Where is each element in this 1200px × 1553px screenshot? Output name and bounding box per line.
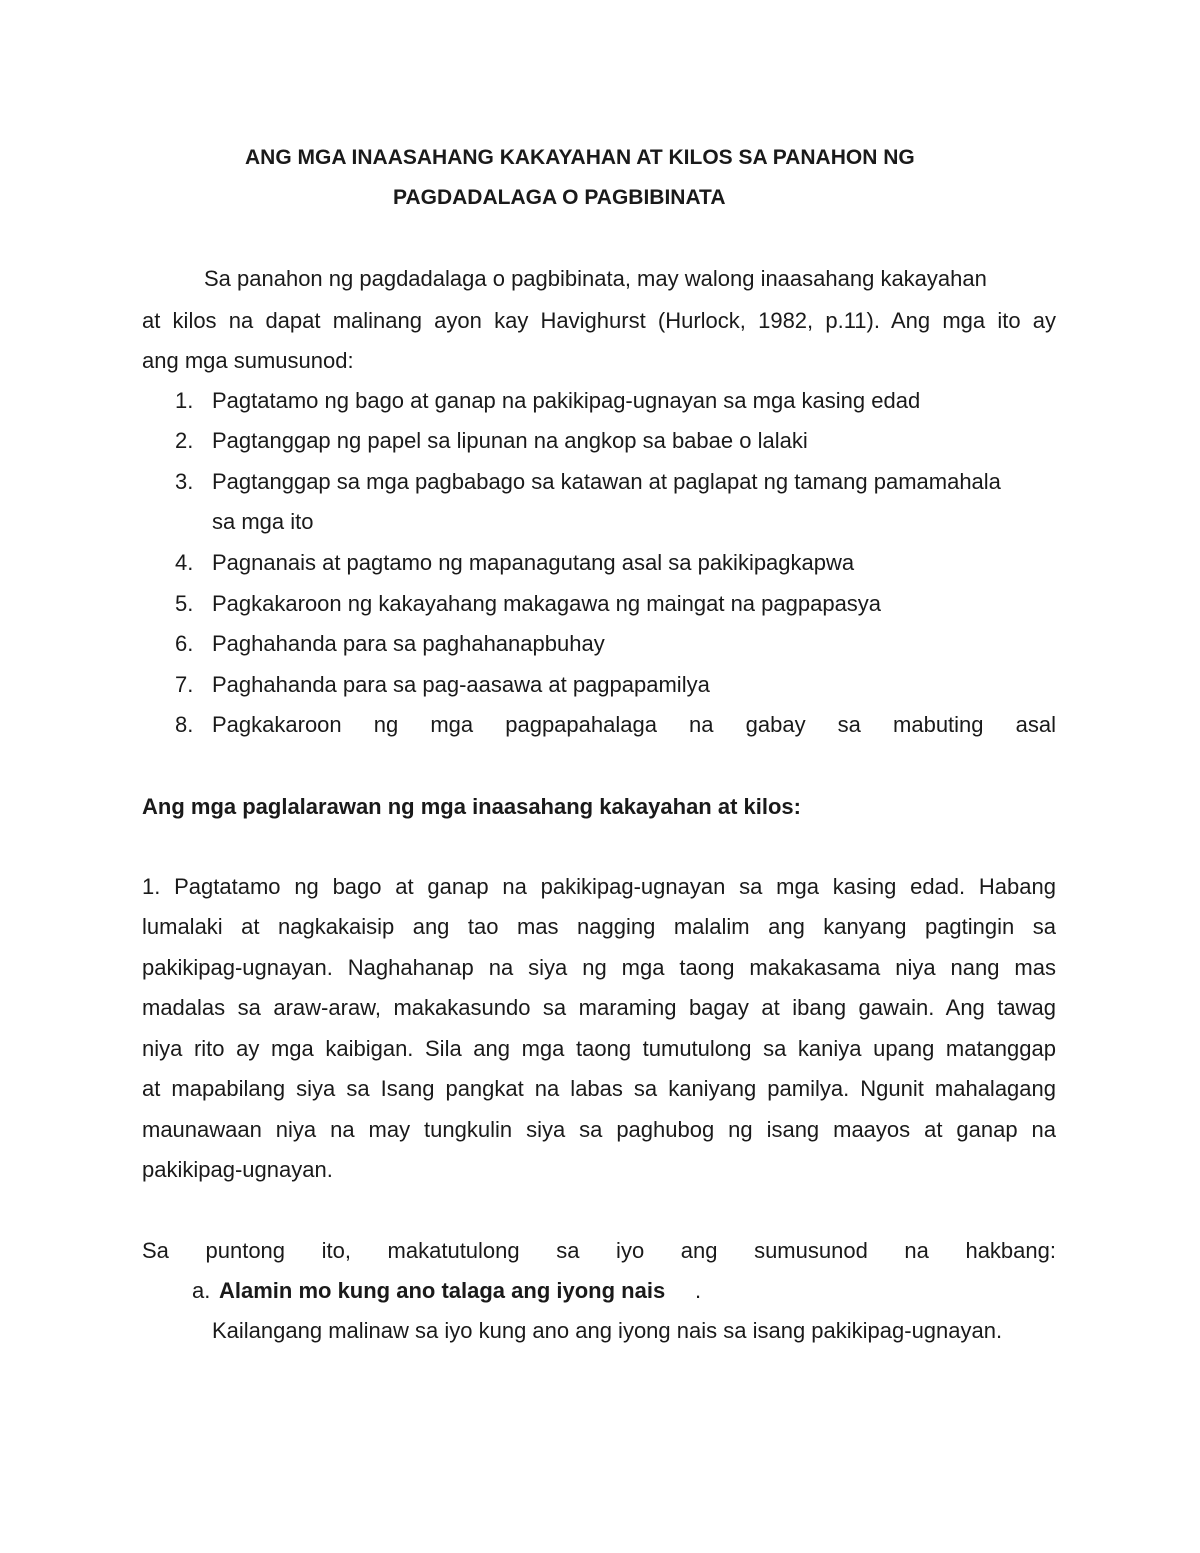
sub-item-marker: a.	[192, 1278, 211, 1303]
list-item: Pagnanais at pagtamo ng mapanagutang asal sa pakikipagkapwa	[212, 550, 855, 575]
list-number: 3.	[175, 469, 194, 494]
list-item: Pagtatamo ng bago at ganap na pakikipag-ugnayan sa mga kasing edad	[212, 388, 921, 413]
document-title-line-1: ANG MGA INAASAHANG KAKAYAHAN AT KILOS SA PANAHON NG	[245, 146, 915, 169]
list-item: Pagkakaroon ng kakayahang makagawa ng maingat na pagpapasya	[212, 591, 882, 616]
intro-line: at kilos na dapat malinang ayon kay Havighurst (Hurlock, 1982, p.11). Ang mga ito ay	[142, 308, 1056, 333]
paragraph-line: pakikipag-ugnayan.	[142, 1157, 333, 1182]
paragraph-line: at mapabilang siya sa Isang pangkat na labas sa kaniyang pamilya. Ngunit mahalagang	[142, 1076, 1056, 1101]
paragraph-line: lumalaki at nagkakaisip ang tao mas nagging malalim ang kanyang pagtingin sa	[142, 914, 1056, 939]
sub-item-description: Kailangang malinaw sa iyo kung ano ang iyong nais sa isang pakikipag-ugnayan.	[212, 1318, 1003, 1343]
list-item: Pagtanggap ng papel sa lipunan na angkop sa babae o lalaki	[212, 428, 808, 453]
section-heading: Ang mga paglalarawan ng mga inaasahang kakayahan at kilos:	[142, 794, 801, 819]
sub-item-period: .	[695, 1278, 702, 1303]
list-number: 7.	[175, 672, 194, 697]
intro-line: ang mga sumusunod:	[142, 348, 354, 373]
paragraph-line: pakikipag-ugnayan. Naghahanap na siya ng mga taong makakasama niya nang mas	[142, 955, 1056, 980]
list-number: 5.	[175, 591, 194, 616]
list-number: 1.	[175, 388, 194, 413]
list-number: 8.	[175, 712, 194, 737]
list-item: Paghahanda para sa paghahanapbuhay	[212, 631, 605, 656]
list-item-continuation: sa mga ito	[212, 509, 314, 534]
paragraph-line: niya rito ay mga kaibigan. Sila ang mga taong tumutulong sa kaniya upang matanggap	[142, 1036, 1056, 1061]
paragraph-line: maunawaan niya na may tungkulin siya sa paghubog ng isang maayos at ganap na	[142, 1117, 1056, 1142]
list-item: Paghahanda para sa pag-aasawa at pagpapamilya	[212, 672, 710, 697]
document-title-line-2: PAGDADALAGA O PAGBIBINATA	[393, 186, 726, 209]
list-item: Pagkakaroon ng mga pagpapahalaga na gabay sa mabuting asal	[212, 712, 1056, 737]
list-number: 6.	[175, 631, 194, 656]
paragraph-line: madalas sa araw-araw, makakasundo sa maraming bagay at ibang gawain. Ang tawag	[142, 995, 1056, 1020]
list-item: Pagtanggap sa mga pagbabago sa katawan at paglapat ng tamang pamamahala	[212, 469, 1001, 494]
paragraph-line: 1. Pagtatamo ng bago at ganap na pakikipag-ugnayan sa mga kasing edad. Habang	[142, 874, 1056, 899]
sub-item-heading: Alamin mo kung ano talaga ang iyong nais	[219, 1278, 666, 1303]
paragraph-line: Sa puntong ito, makatutulong sa iyo ang sumusunod na hakbang:	[142, 1238, 1056, 1263]
list-number: 4.	[175, 550, 194, 575]
list-number: 2.	[175, 428, 194, 453]
intro-line: Sa panahon ng pagdadalaga o pagbibinata, may walong inaasahang kakayahan	[204, 266, 987, 291]
